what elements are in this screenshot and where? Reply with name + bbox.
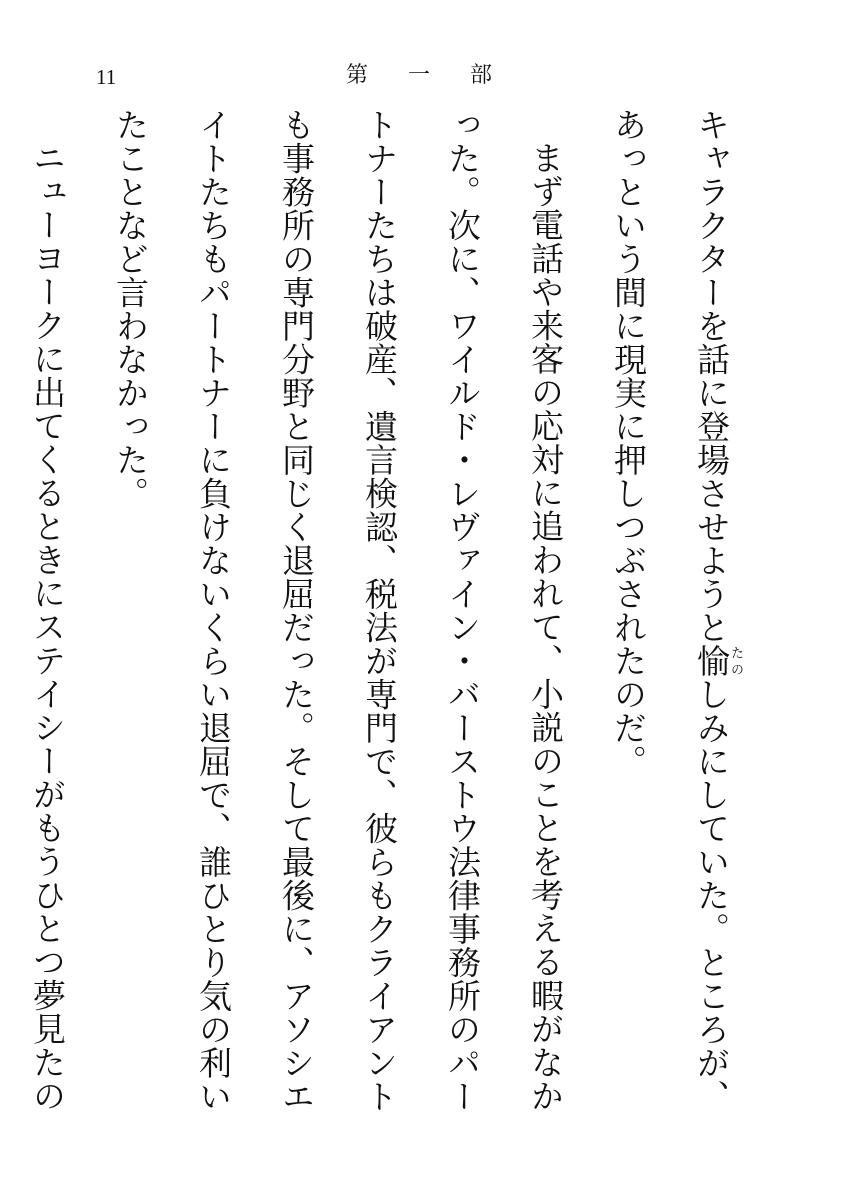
paragraph: まず電話や来客の応対に追われて、小説のことを考える暇がなかった。次に、ワイルド・レヴァイン・バーストウ法律事務所のパートナーたちは破産、遺言検認、税法が専門で、彼らもクライアントも事務所の専門分野と同じく退屈だった。そして最後に、アソシエイトたちもパートナーに負けないくらい退屈で、誰ひとり気の利いたことなど言わなかった。: [111, 108, 565, 1113]
paragraph-text: しみにしていた。ところが、あっという間に現実に押しつぶされたのだ。: [609, 108, 731, 1113]
body-text: [28, 108, 753, 1128]
running-head: 第一部: [346, 63, 533, 88]
ruby-word: [692, 644, 743, 678]
page-number: 11: [96, 65, 117, 89]
ruby-base: 愉: [692, 644, 731, 678]
paragraph-continued: [587, 108, 753, 1128]
paragraph: [0, 108, 89, 1128]
paragraph-text: ニューヨークに出てくるときにステイシーがもうひとつ夢見たの: [28, 141, 67, 1113]
paragraph-text: キャラクターを話に登場させようと: [692, 108, 731, 644]
ruby-reading: たの: [728, 644, 743, 678]
